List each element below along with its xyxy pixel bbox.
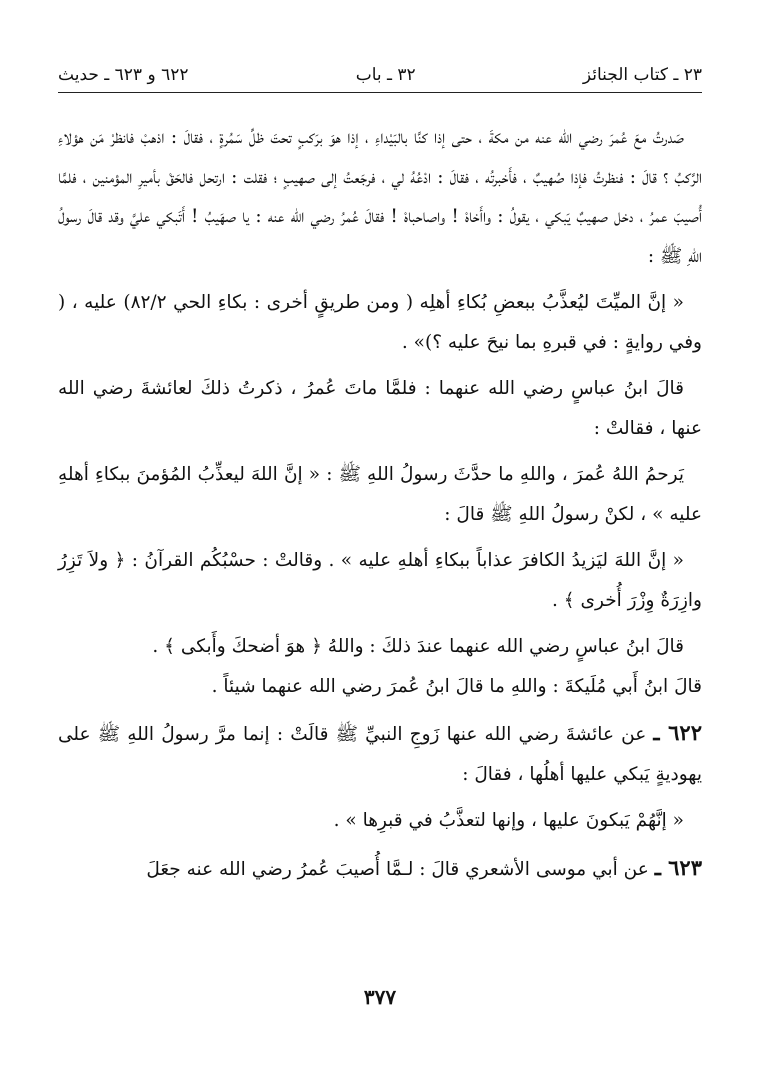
hadith-number: ٦٢٣ ـ	[654, 854, 702, 880]
narration-paragraph: قالَ ابنُ عباسٍ رضي الله عنهما : فلمَّا ماتَ عُمرُ ، ذكرتُ ذلكَ لعائشةَ رضي الله عنها ، فقالتْ :	[58, 378, 702, 439]
hadith-text: عن عائشةَ رضي الله عنها زَوجِ النبيِّ ﷺ قالَتْ : إنما مرَّ رسولُ اللهِ ﷺ على يهوديةٍ يَبكي عليها أهلُها ، فقالَ :	[58, 724, 702, 785]
hadith-622	[58, 713, 702, 794]
narration-paragraph: صَدرتُ معَ عُمرَ رضي الله عنه من مكةَ ، حتى إذا كنَّا بالبَيْداءِ ، إذا هوَ برَكبٍ تحتَ ظلِّ سَمُرةٍ ، فقالَ : اذهبْ فانظرْ مَن هؤلاءِ الرَّكبُ ؟ قالَ : فنظرتُ فإذا صُهيبٌ ، فأَخبرتُه ، فقالَ : ادْعُهُ لي ، فرجَعتُ إلى صهيبٍ ؛ فقلت : ارتحل فالحَقْ بأميرِ المؤمنين ، فلمَّا أُصيبَ عمرُ ، دخل صهيبٌ يَبكي ، يقولُ : واأَخاهْ ! واصاحباهْ ! فقالَ عُمرُ رضي الله عنه : يا صهَيبُ ! أَتَبكي عليَّ وقد قالَ رسولُ اللهِ ﷺ :	[58, 127, 702, 267]
page-number: ٣٧٧	[363, 985, 397, 1009]
hadith-text: عن أبي موسى الأشعري قالَ : لـمَّا أُصيبَ عُمرُ رضي الله عنه جعَلَ	[146, 858, 649, 880]
quote-paragraph: « إنَّ الميِّتَ ليُعذَّبُ ببعضِ بُكاءِ أهلِه ( ومن طريقٍ أخرى : بكاءِ الحي ٨٢/٢) عليه ، ( وفي روايةٍ : في قبرهِ بما نيحَ عليه ؟)» .	[58, 292, 702, 353]
quote-paragraph: « إنَّ اللهَ ليَزيدُ الكافرَ عذاباً ببكاءِ أهلهِ عليه » . وقالتْ : حسْبُكُم القرآنُ : ﴿ ولاَ تَزِرُ وازِرَةٌ وِزْرَ أُخرى ﴾ .	[58, 550, 702, 611]
header-chapter: ٣٢ ـ باب	[355, 65, 416, 85]
page-body	[58, 118, 702, 896]
header-hadith-range: ٦٢٢ و ٦٢٣ ـ حديث	[58, 65, 189, 85]
hadith-number: ٦٢٢ ـ	[653, 720, 702, 745]
header-book-title: ٢٣ ـ كتاب الجنائز	[582, 65, 702, 85]
hadith-623	[58, 848, 702, 890]
narration-paragraph: قالَ ابنُ عباسٍ رضي الله عنهما عندَ ذلكَ : واللهُ ﴿ هوَ أضحكَ وأَبكى ﴾ .	[152, 636, 684, 657]
narration-paragraph: يَرحمُ اللهُ عُمرَ ، واللهِ ما حدَّثَ رسولُ اللهِ ﷺ : « إنَّ اللهَ ليعذِّبُ المُؤمنَ ببكاءِ أهلهِ عليه » ، لكنْ رسولُ اللهِ ﷺ قالَ :	[58, 464, 702, 525]
narration-paragraph: قالَ ابنُ أَبي مُلَيكةَ : واللهِ ما قالَ ابنُ عُمرَ رضي الله عنهما شيئاً .	[211, 675, 702, 697]
running-header	[58, 58, 702, 93]
quote-paragraph: « إنَّهُمْ يَبكونَ عليها ، وإنها لتعذَّبُ في قبرِها » .	[333, 810, 684, 831]
